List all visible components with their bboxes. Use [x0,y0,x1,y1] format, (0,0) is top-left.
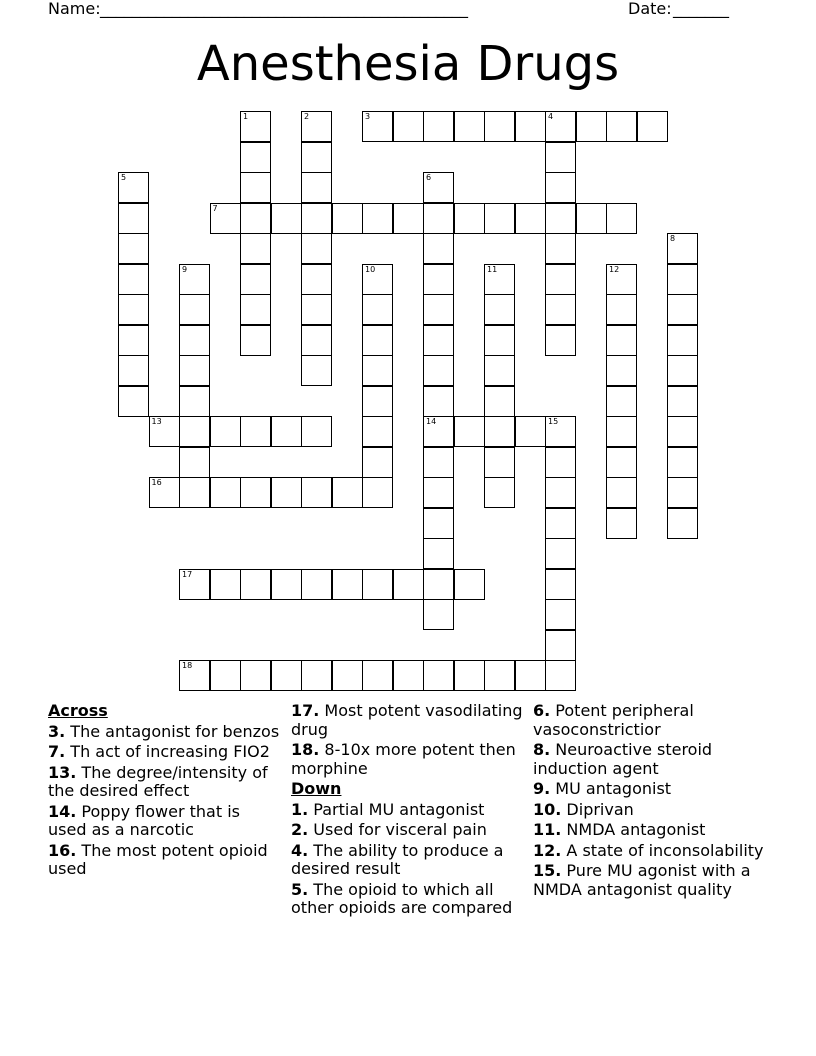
clue-item-text: Neuroactive steroid induction agent [533,740,713,778]
clue-item [533,702,765,739]
clue-item-text: The degree/intensity of the desired effect [48,762,268,800]
clue-item-text: Poppy flower that is used as a narcotic [48,801,240,839]
crossword-cell[interactable] [332,203,363,234]
crossword-cell[interactable] [210,203,241,234]
clue-item-text: The most potent opioid used [48,840,268,878]
clue-number: 1 [243,112,249,121]
crossword-cell[interactable] [606,111,637,142]
clue-item-number: 9. [533,779,551,798]
crossword-cell[interactable] [545,111,576,142]
crossword-cell[interactable] [423,264,454,295]
clue-item-text: The opioid to which all other opioids are compared [291,879,513,917]
crossword-cell[interactable] [393,203,424,234]
crossword-cell[interactable] [454,111,485,142]
crossword-cell[interactable] [240,111,271,142]
clue-item-text: Partial MU antagonist [308,799,485,819]
clue-item-text: MU antagonist [550,779,672,798]
crossword-cell[interactable] [545,599,576,630]
clue-item-number: 16. [48,840,77,860]
clue-number: 9 [182,264,188,274]
crossword-cell[interactable] [637,111,668,142]
crossword-cell[interactable] [393,569,424,600]
crossword-cell[interactable] [423,172,454,203]
crossword-cell[interactable] [301,142,332,173]
crossword-cell[interactable] [545,172,576,203]
crossword-cell[interactable] [515,203,546,234]
crossword-cell[interactable] [515,660,546,691]
across-heading: Across [48,701,108,720]
crossword-cell[interactable] [484,477,515,508]
clue-item [48,743,280,762]
clue-item [48,842,280,879]
clue-column-1 [48,702,280,881]
clue-number: 8 [670,234,676,243]
crossword-cell[interactable] [484,660,515,691]
crossword-cell[interactable] [606,294,637,325]
clue-item-text: 8-10x more potent then morphine [291,740,516,778]
crossword-cell[interactable] [545,203,576,234]
clue-item-text: Potent peripheral vasoconstrictior [533,701,694,739]
crossword-cell[interactable] [545,660,576,691]
crossword-cell[interactable] [423,203,454,234]
crossword-cell[interactable] [362,447,393,478]
crossword-cell[interactable] [301,264,332,295]
date-blank[interactable]: _______ [673,0,729,18]
crossword-cell[interactable] [362,355,393,386]
clue-number: 14 [426,417,437,426]
crossword-cell[interactable] [484,264,515,295]
clue-item-number: 5. [291,879,309,899]
crossword-cell[interactable] [179,660,210,691]
crossword-cell[interactable] [240,142,271,173]
crossword-cell[interactable] [271,569,302,600]
crossword-cell[interactable] [484,416,515,447]
crossword-cell[interactable] [301,203,332,234]
crossword-cell[interactable] [210,660,241,691]
clue-number: 10 [365,264,376,274]
crossword-cell[interactable] [545,569,576,600]
clue-item-number: 7. [48,742,66,761]
crossword-cell[interactable] [667,477,698,508]
clue-item-text: NMDA antagonist [561,820,706,839]
crossword-cell[interactable] [667,508,698,539]
clue-item-text: Th act of increasing FIO2 [65,742,270,761]
crossword-cell[interactable] [240,569,271,600]
clue-item-number: 4. [291,840,309,860]
clue-number: 16 [151,478,162,487]
clue-number: 15 [548,417,559,426]
crossword-cell[interactable] [545,416,576,447]
crossword-cell[interactable] [179,447,210,478]
crossword-cell[interactable] [515,416,546,447]
crossword-cell[interactable] [423,111,454,142]
date-label: Date: [628,0,672,18]
clue-item [533,741,765,778]
crossword-cell[interactable] [362,386,393,417]
crossword-cell[interactable] [667,386,698,417]
crossword-cell[interactable] [179,294,210,325]
crossword-cell[interactable] [484,447,515,478]
crossword-cell[interactable] [240,477,271,508]
clue-item [291,801,523,820]
clue-item-text: The antagonist for benzos [65,721,280,741]
clue-item-text: A state of inconsolability [561,840,764,860]
crossword-cell[interactable] [454,660,485,691]
crossword-cell[interactable] [240,294,271,325]
crossword-cell[interactable] [301,325,332,356]
crossword-cell[interactable] [545,447,576,478]
crossword-cell[interactable] [423,233,454,264]
crossword-cell[interactable] [301,294,332,325]
clue-item-number: 13. [48,762,77,782]
crossword-cell[interactable] [484,203,515,234]
crossword-cell[interactable] [545,325,576,356]
crossword-cell[interactable] [271,477,302,508]
crossword-cell[interactable] [362,569,393,600]
crossword-cell[interactable] [667,325,698,356]
crossword-cell[interactable] [484,111,515,142]
crossword-cell[interactable] [118,203,149,234]
crossword-cell[interactable] [240,233,271,264]
clue-number: 7 [212,203,218,213]
crossword-cell[interactable] [179,355,210,386]
crossword-cell[interactable] [667,355,698,386]
crossword-cell[interactable] [484,294,515,325]
crossword-cell[interactable] [667,294,698,325]
crossword-cell[interactable] [240,172,271,203]
crossword-cell[interactable] [423,355,454,386]
crossword-cell[interactable] [484,355,515,386]
clue-item [533,780,765,799]
clue-item-number: 6. [533,701,551,720]
crossword-cell[interactable] [118,172,149,203]
clue-item [48,803,280,840]
crossword-cell[interactable] [118,355,149,386]
crossword-cell[interactable] [454,416,485,447]
crossword-cell[interactable] [362,416,393,447]
crossword-cell[interactable] [362,111,393,142]
crossword-cell[interactable] [545,142,576,173]
crossword-cell[interactable] [606,264,637,295]
crossword-cell[interactable] [210,416,241,447]
crossword-cell[interactable] [606,325,637,356]
clue-item-number: 14. [48,801,77,821]
clue-item [533,821,765,840]
crossword-cell[interactable] [484,325,515,356]
clue-number: 3 [365,112,371,121]
crossword-cell[interactable] [545,294,576,325]
crossword-cell[interactable] [545,630,576,661]
clue-item-number: 18. [291,740,320,759]
clue-item-number: 17. [291,701,320,720]
clue-item-number: 12. [533,840,562,860]
crossword-cell[interactable] [179,386,210,417]
clue-item [291,702,523,739]
crossword-cell[interactable] [301,416,332,447]
crossword-cell[interactable] [240,416,271,447]
crossword-cell[interactable] [423,508,454,539]
crossword-cell[interactable] [118,294,149,325]
clue-number: 5 [121,173,127,182]
crossword-cell[interactable] [423,569,454,600]
crossword-cell[interactable] [545,508,576,539]
crossword-cell[interactable] [301,172,332,203]
crossword-cell[interactable] [667,416,698,447]
clue-item-text: Pure MU agonist with a NMDA antagonist quality [533,861,751,899]
crossword-cell[interactable] [667,233,698,264]
crossword-cell[interactable] [545,233,576,264]
crossword-cell[interactable] [576,203,607,234]
crossword-cell[interactable] [271,203,302,234]
crossword-cell[interactable] [332,477,363,508]
crossword-cell[interactable] [149,416,180,447]
clue-number: 13 [151,417,162,426]
clue-item-number: 11. [533,820,562,839]
crossword-cell[interactable] [515,111,546,142]
crossword-cell[interactable] [118,325,149,356]
crossword-cell[interactable] [667,264,698,295]
crossword-cell[interactable] [423,416,454,447]
crossword-cell[interactable] [423,538,454,569]
clue-item [48,764,280,801]
crossword-cell[interactable] [118,233,149,264]
crossword-cell[interactable] [332,569,363,600]
crossword-cell[interactable] [362,203,393,234]
crossword-cell[interactable] [423,386,454,417]
crossword-cell[interactable] [393,111,424,142]
crossword-cell[interactable] [606,508,637,539]
clue-item [291,821,523,840]
crossword-cell[interactable] [362,477,393,508]
crossword-cell[interactable] [240,325,271,356]
clue-item-text: Diprivan [561,799,634,819]
clue-item-text: Used for visceral pain [308,820,487,839]
crossword-cell[interactable] [545,538,576,569]
crossword-cell[interactable] [271,660,302,691]
crossword-cell[interactable] [606,386,637,417]
crossword-cell[interactable] [606,355,637,386]
crossword-cell[interactable] [179,325,210,356]
clue-item [291,881,523,918]
crossword-cell[interactable] [423,477,454,508]
clue-number: 2 [304,112,310,121]
crossword-cell[interactable] [454,203,485,234]
crossword-cell[interactable] [606,416,637,447]
crossword-cell[interactable] [271,416,302,447]
crossword-cell[interactable] [423,599,454,630]
clue-item-number: 10. [533,799,562,819]
clue-number: 11 [487,264,498,274]
crossword-cell[interactable] [545,477,576,508]
crossword-cell[interactable] [576,111,607,142]
clue-column-3 [533,702,765,901]
crossword-cell[interactable] [423,294,454,325]
crossword-cell[interactable] [118,264,149,295]
crossword-cell[interactable] [393,660,424,691]
clue-number: 17 [182,569,193,579]
crossword-cell[interactable] [301,477,332,508]
clue-item [48,723,280,742]
clue-item [533,801,765,820]
crossword-cell[interactable] [423,325,454,356]
crossword-cell[interactable] [423,660,454,691]
clue-item [533,862,765,899]
crossword-cell[interactable] [454,569,485,600]
crossword-cell[interactable] [240,660,271,691]
crossword-cell[interactable] [484,386,515,417]
crossword-cell[interactable] [301,660,332,691]
crossword-cell[interactable] [606,447,637,478]
clue-number: 18 [182,661,193,670]
crossword-cell[interactable] [362,325,393,356]
crossword-cell[interactable] [362,294,393,325]
crossword-cell[interactable] [545,264,576,295]
crossword-cell[interactable] [240,203,271,234]
clue-item-number: 2. [291,820,309,839]
crossword-cell[interactable] [210,477,241,508]
clue-item-text: The ability to produce a desired result [291,840,504,878]
crossword-cell[interactable] [362,264,393,295]
crossword-cell[interactable] [179,569,210,600]
crossword-cell[interactable] [179,264,210,295]
clue-item-text: Most potent vasodilating drug [291,701,523,739]
crossword-cell[interactable] [240,264,271,295]
page-title: Anesthesia Drugs [196,36,620,92]
crossword-cell[interactable] [606,203,637,234]
clue-item-number: 1. [291,799,309,819]
clue-item [291,842,523,879]
crossword-cell[interactable] [118,386,149,417]
clue-number: 4 [548,112,554,121]
crossword-cell[interactable] [606,477,637,508]
crossword-cell[interactable] [179,416,210,447]
clue-column-2 [291,702,523,920]
name-blank[interactable]: ______________________________________________ [100,0,468,18]
crossword-cell[interactable] [301,111,332,142]
clue-number: 12 [609,264,620,274]
clue-item-number: 3. [48,721,66,741]
crossword-cell[interactable] [301,355,332,386]
crossword-cell[interactable] [210,569,241,600]
clue-item [533,842,765,861]
crossword-cell[interactable] [667,447,698,478]
name-label: Name: [48,0,101,18]
clue-number: 6 [426,173,432,182]
crossword-cell[interactable] [149,477,180,508]
crossword-cell[interactable] [423,447,454,478]
clue-item-number: 8. [533,740,551,759]
crossword-cell[interactable] [179,477,210,508]
clue-item [291,741,523,778]
crossword-cell[interactable] [301,233,332,264]
crossword-cell[interactable] [362,660,393,691]
crossword-cell[interactable] [332,660,363,691]
crossword-cell[interactable] [301,569,332,600]
down-heading: Down [291,779,342,798]
clue-item-number: 15. [533,861,562,880]
